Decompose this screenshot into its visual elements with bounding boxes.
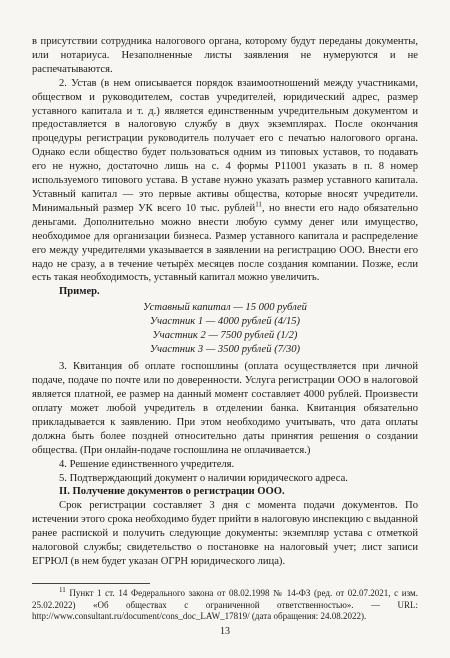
footnote bbox=[32, 588, 418, 623]
footnote-text: Пункт 1 ст. 14 Федерального закона от 08.02.1998 № 14-ФЗ (ред. от 02.07.2021, с изм. 25.02.2022) «Об обществах с ограниченной ответственностью». — URL: http://www.consultant.ru/document/cons_doc_LAW_17819/ (дата обращения: 24.08.2022). bbox=[32, 588, 418, 621]
example-line-participant-1: Участник 1 — 4000 рублей (4/15) bbox=[149, 316, 301, 328]
intro-paragraph: в присутствии сотрудника налогового органа, которому будут переданы документы, или нотариуса. Незаполненные листы заявления не нумеруются и не распечатываются. bbox=[32, 36, 418, 75]
receipt-paragraph: 3. Квитанция об оплате госпошлины (оплата осуществляется при личной подаче, подаче по почте или по доверенности. Услуга регистрации ООО в налоговой является платной, ее размер на данный момент составляет 4000 рублей. Произвести оплату может любой учредитель в отделении банка. Квитанция обязательно прикладывается к заявлению. При этом необходимо учитывать, что дата оплаты должна быть более поздней относительно даты принятия решения о создании общества. (При онлайн-подаче госпошлина не оплачивается.) bbox=[32, 361, 418, 456]
item-4-paragraph: 4. Решение единственного учредителя. bbox=[59, 458, 235, 470]
charter-text: 2. Устав (в нем описывается порядок взаимоотношений между участниками, обществом и руководителем, состав учредителей, юридический адрес, размер уставного капитала и т. д.) является единственным учредительным документом и предоставляется в налоговую службу в двух экземплярах. После окончания процедуры регистрации руководитель получает его с печатью налогового органа. Однако если общество будет пользоваться одним из типовых уставов, то подавать его не нужно, достаточно лишь на с. 4 формы Р11001 указать в п. 8 номер используемого типового устава. В уставе нужно указать размер уставного капитала. Уставный капитал — это первые активы общества, которые вносят учредители. Минимальный размер УК всего 10 тыс. рублей bbox=[32, 77, 418, 214]
example-line-participant-2: Участник 2 — 7500 рублей (1/2) bbox=[152, 330, 298, 342]
footnote-number: 11 bbox=[59, 586, 66, 594]
section-heading: II. Получение документов о регистрации ООО. bbox=[59, 486, 285, 498]
page-number: 13 bbox=[220, 626, 230, 637]
footnote-reference[interactable]: 11 bbox=[255, 200, 262, 209]
example-line-participant-3: Участник 3 — 3500 рублей (7/30) bbox=[149, 344, 301, 356]
example-title: Пример. bbox=[59, 286, 100, 298]
charter-paragraph bbox=[32, 77, 418, 286]
footnote-separator bbox=[32, 583, 150, 584]
item-5-paragraph: 5. Подтверждающий документ о наличии юридического адреса. bbox=[59, 472, 348, 484]
charter-text-continued: , но внести его надо обязательно деньгами. Дополнительно можно внести любую сумму денег или имущество, необходимое для организации бизнеса. Размер уставного капитала и распределение его между учредителями указывается в заявлении на регистрацию ООО. Внести его надо не сразу, а в течение четырёх месяцев после создания компании. Позже, если есть такая необходимость, уставный капитал можно увеличить. bbox=[32, 202, 418, 284]
example-line-capital: Уставный капитал — 15 000 рублей bbox=[143, 302, 307, 314]
example-block bbox=[32, 301, 418, 357]
term-paragraph: Срок регистрации составляет 3 дня с момента подачи документов. По истечении этого срока необходимо будет прийти в налоговую инспекцию с выданной ранее распиской и получить следующие документы: экземпляр устава с отметкой налоговой службы; свидетельство о постановке на налоговый учет; лист записи ЕГРЮЛ (в нем будет указан ОГРН юридического лица). bbox=[32, 500, 418, 568]
